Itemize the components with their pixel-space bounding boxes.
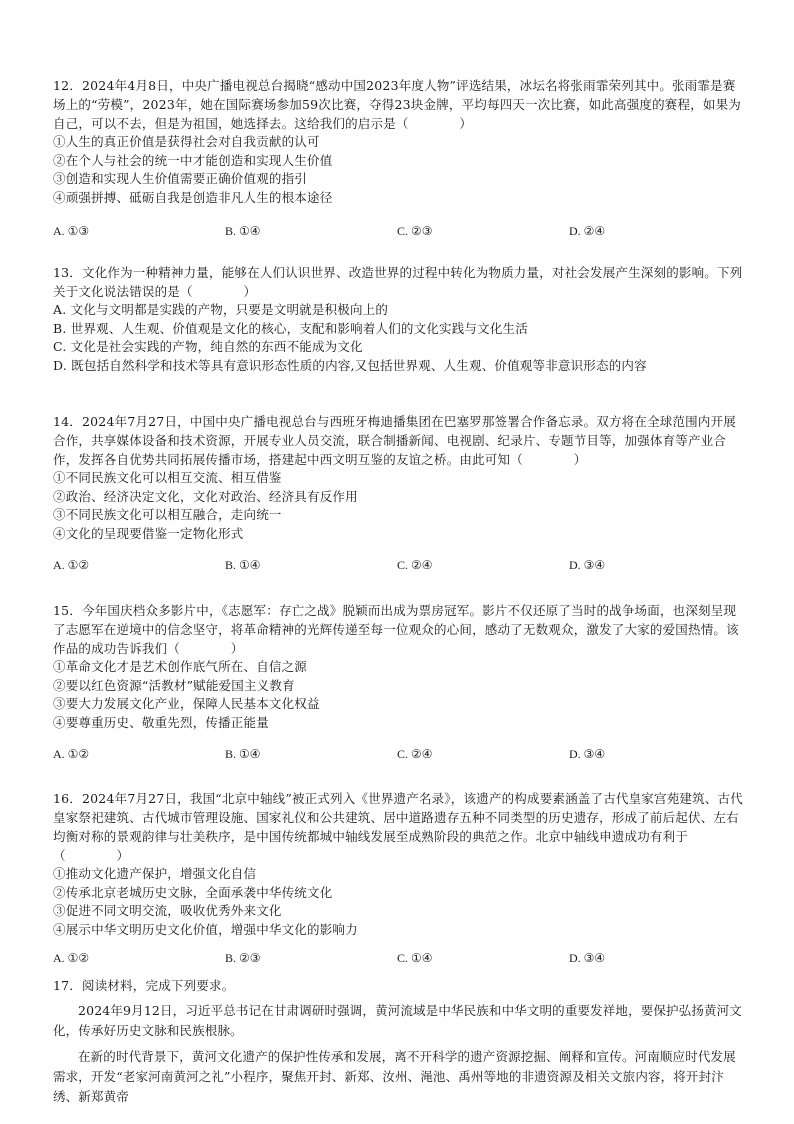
question-16-item-2: ②传承北京老城历史文脉，全面承袭中华传统文化 xyxy=(53,884,333,900)
option-a[interactable]: A. ①② xyxy=(53,747,90,761)
question-16-options xyxy=(53,951,743,969)
question-12-stem: 12．2024年4月8日，中央广播电视总台揭晓“感动中国2023年度人物”评选结果，冰坛名将张雨霏荣列其中。张雨霏是赛场上的“劳模”，2023年，她在国际赛场参加59次比赛，夺得23块金牌，平均每四天一次比赛，如此高强度的赛程，如果为自己，可以不去，但是为祖国，她选择去。这给我们的启示是（ ） xyxy=(53,78,742,131)
option-c[interactable]: C. ②③ xyxy=(397,224,433,238)
question-17-paragraph-2: 在新的时代背景下，黄河文化遗产的保护性传承和发展，离不开科学的遗产资源挖掘、阐释和宣传。河南顺应时代发展需求，开发“老家河南黄河之礼”小程序，聚焦开封、新郑、汝州、渑池、禹州等地的非遗资源及相关文旅内容，将开封汴绣、新郑黄帝 xyxy=(53,1049,736,1104)
question-15-stem: 15．今年国庆档众多影片中，《志愿军：存亡之战》脱颖而出成为票房冠军。影片不仅还原了当时的战争场面，也深刻呈现了志愿军在逆境中的信念坚守，将革命精神的光辉传递至每一位观众的心间，感动了无数观众，激发了大家的爱国热情。该作品的成功告诉我们（ ） xyxy=(53,603,739,656)
option-c[interactable]: C. ①④ xyxy=(397,951,433,965)
question-12-item-1: ①人生的真正价值是获得社会对自我贡献的认可 xyxy=(53,134,320,149)
question-17 xyxy=(53,976,743,1107)
question-12-item-2: ②在个人与社会的统一中才能创造和实现人生价值 xyxy=(53,152,333,168)
option-c[interactable]: C. ②④ xyxy=(397,747,433,761)
question-16-item-3: ③促进不同文明交流，吸收优秀外来文化 xyxy=(53,903,282,918)
question-13-stem: 13．文化作为一种精神力量，能够在人们认识世界、改造世界的过程中转化为物质力量，对社会发展产生深刻的影响。下列关于文化说法错误的是（ ） xyxy=(53,265,743,299)
question-14-item-2: ②政治、经济决定文化，文化对政治、经济具有反作用 xyxy=(53,488,358,504)
option-b[interactable]: B. ②③ xyxy=(225,951,261,965)
question-15 xyxy=(53,601,743,765)
question-16-item-4: ④展示中华文明历史文化价值，增强中华文化的影响力 xyxy=(53,921,358,937)
question-14-stem: 14．2024年7月27日，中国中央广播电视总台与西班牙梅迪播集团在巴塞罗那签署合作备忘录。双方将在全球范围内开展合作，共享媒体设备和技术资源，开展专业人员交流，联合制播新闻、电视剧、纪录片、专题节目等，加强体育等产业合作，发挥各自优势共同拓展传播市场，搭建起中西文明互鉴的友谊之桥。由此可知（ ） xyxy=(53,414,736,467)
option-a[interactable]: A. ①② xyxy=(53,951,90,965)
question-13 xyxy=(53,263,743,375)
question-14-item-3: ③不同民族文化可以相互融合，走向统一 xyxy=(53,507,282,522)
option-c[interactable]: C. ②④ xyxy=(397,558,433,572)
option-b[interactable]: B. ①④ xyxy=(225,558,261,572)
question-12-options xyxy=(53,224,743,242)
question-17-paragraph-1: 2024年9月12日，习近平总书记在甘肃调研时强调，黄河流域是中华民族和中华文明的重要发祥地，要保护弘扬黄河文化，传承好历史文脉和民族根脉。 xyxy=(53,1003,742,1038)
question-12 xyxy=(53,76,743,242)
question-13-option-c[interactable]: C. 文化是社会实践的产物，纯自然的东西不能成为文化 xyxy=(53,339,363,354)
question-15-item-4: ④要尊重历史、敬重先烈，传播正能量 xyxy=(53,714,269,730)
option-b[interactable]: B. ①④ xyxy=(225,747,261,761)
option-d[interactable]: D. ③④ xyxy=(569,558,606,572)
question-14-item-1: ①不同民族文化可以相互交流、相互借鉴 xyxy=(53,470,282,485)
question-13-option-b[interactable]: B. 世界观、人生观、价值观是文化的核心，支配和影响着人们的文化实践与文化生活 xyxy=(53,320,528,336)
question-12-item-3: ③创造和实现人生价值需要正确价值观的指引 xyxy=(53,171,308,186)
question-13-option-d[interactable]: D. 既包括自然科学和技术等具有意识形态性质的内容,又包括世界观、人生观、价值观等非意识形态的内容 xyxy=(53,357,647,373)
option-d[interactable]: D. ②④ xyxy=(569,224,606,238)
question-15-item-3: ③要大力发展文化产业，保障人民基本文化权益 xyxy=(53,696,320,711)
question-14 xyxy=(53,412,743,576)
option-d[interactable]: D. ③④ xyxy=(569,951,606,965)
option-d[interactable]: D. ③④ xyxy=(569,747,606,761)
question-16 xyxy=(53,789,743,969)
question-13-option-a[interactable]: A. 文化与文明都是实践的产物，只要是文明就是积极向上的 xyxy=(53,302,389,317)
question-16-stem: 16．2024年7月27日，我国“北京中轴线”被正式列入《世界遗产名录》，该遗产的构成要素涵盖了古代皇家宫苑建筑、古代皇家祭祀建筑、古代城市管理设施、国家礼仪和公共建筑、居中道路遗存五种不同类型的历史遗存，形成了前后起伏、左右均衡对称的景观韵律与壮美秩序，是中国传统都城中轴线发展至成熟阶段的典范之作。北京中轴线申遗成功有利于（ ） xyxy=(53,791,743,863)
question-12-item-4: ④顽强拼搏、砥砺自我是创造非凡人生的根本途径 xyxy=(53,189,333,205)
question-15-options xyxy=(53,747,743,765)
question-15-item-1: ①革命文化才是艺术创作底气所在、自信之源 xyxy=(53,659,308,674)
question-14-item-4: ④文化的呈现要借鉴一定物化形式 xyxy=(53,525,244,541)
option-a[interactable]: A. ①③ xyxy=(53,224,90,238)
question-17-stem: 17．阅读材料，完成下列要求。 xyxy=(53,978,235,993)
option-a[interactable]: A. ①② xyxy=(53,558,90,572)
question-15-item-2: ②要以红色资源“活教材”赋能爱国主义教育 xyxy=(53,677,295,693)
option-b[interactable]: B. ①④ xyxy=(225,224,261,238)
question-16-item-1: ①推动文化遗产保护，增强文化自信 xyxy=(53,866,257,881)
question-14-options xyxy=(53,558,743,576)
